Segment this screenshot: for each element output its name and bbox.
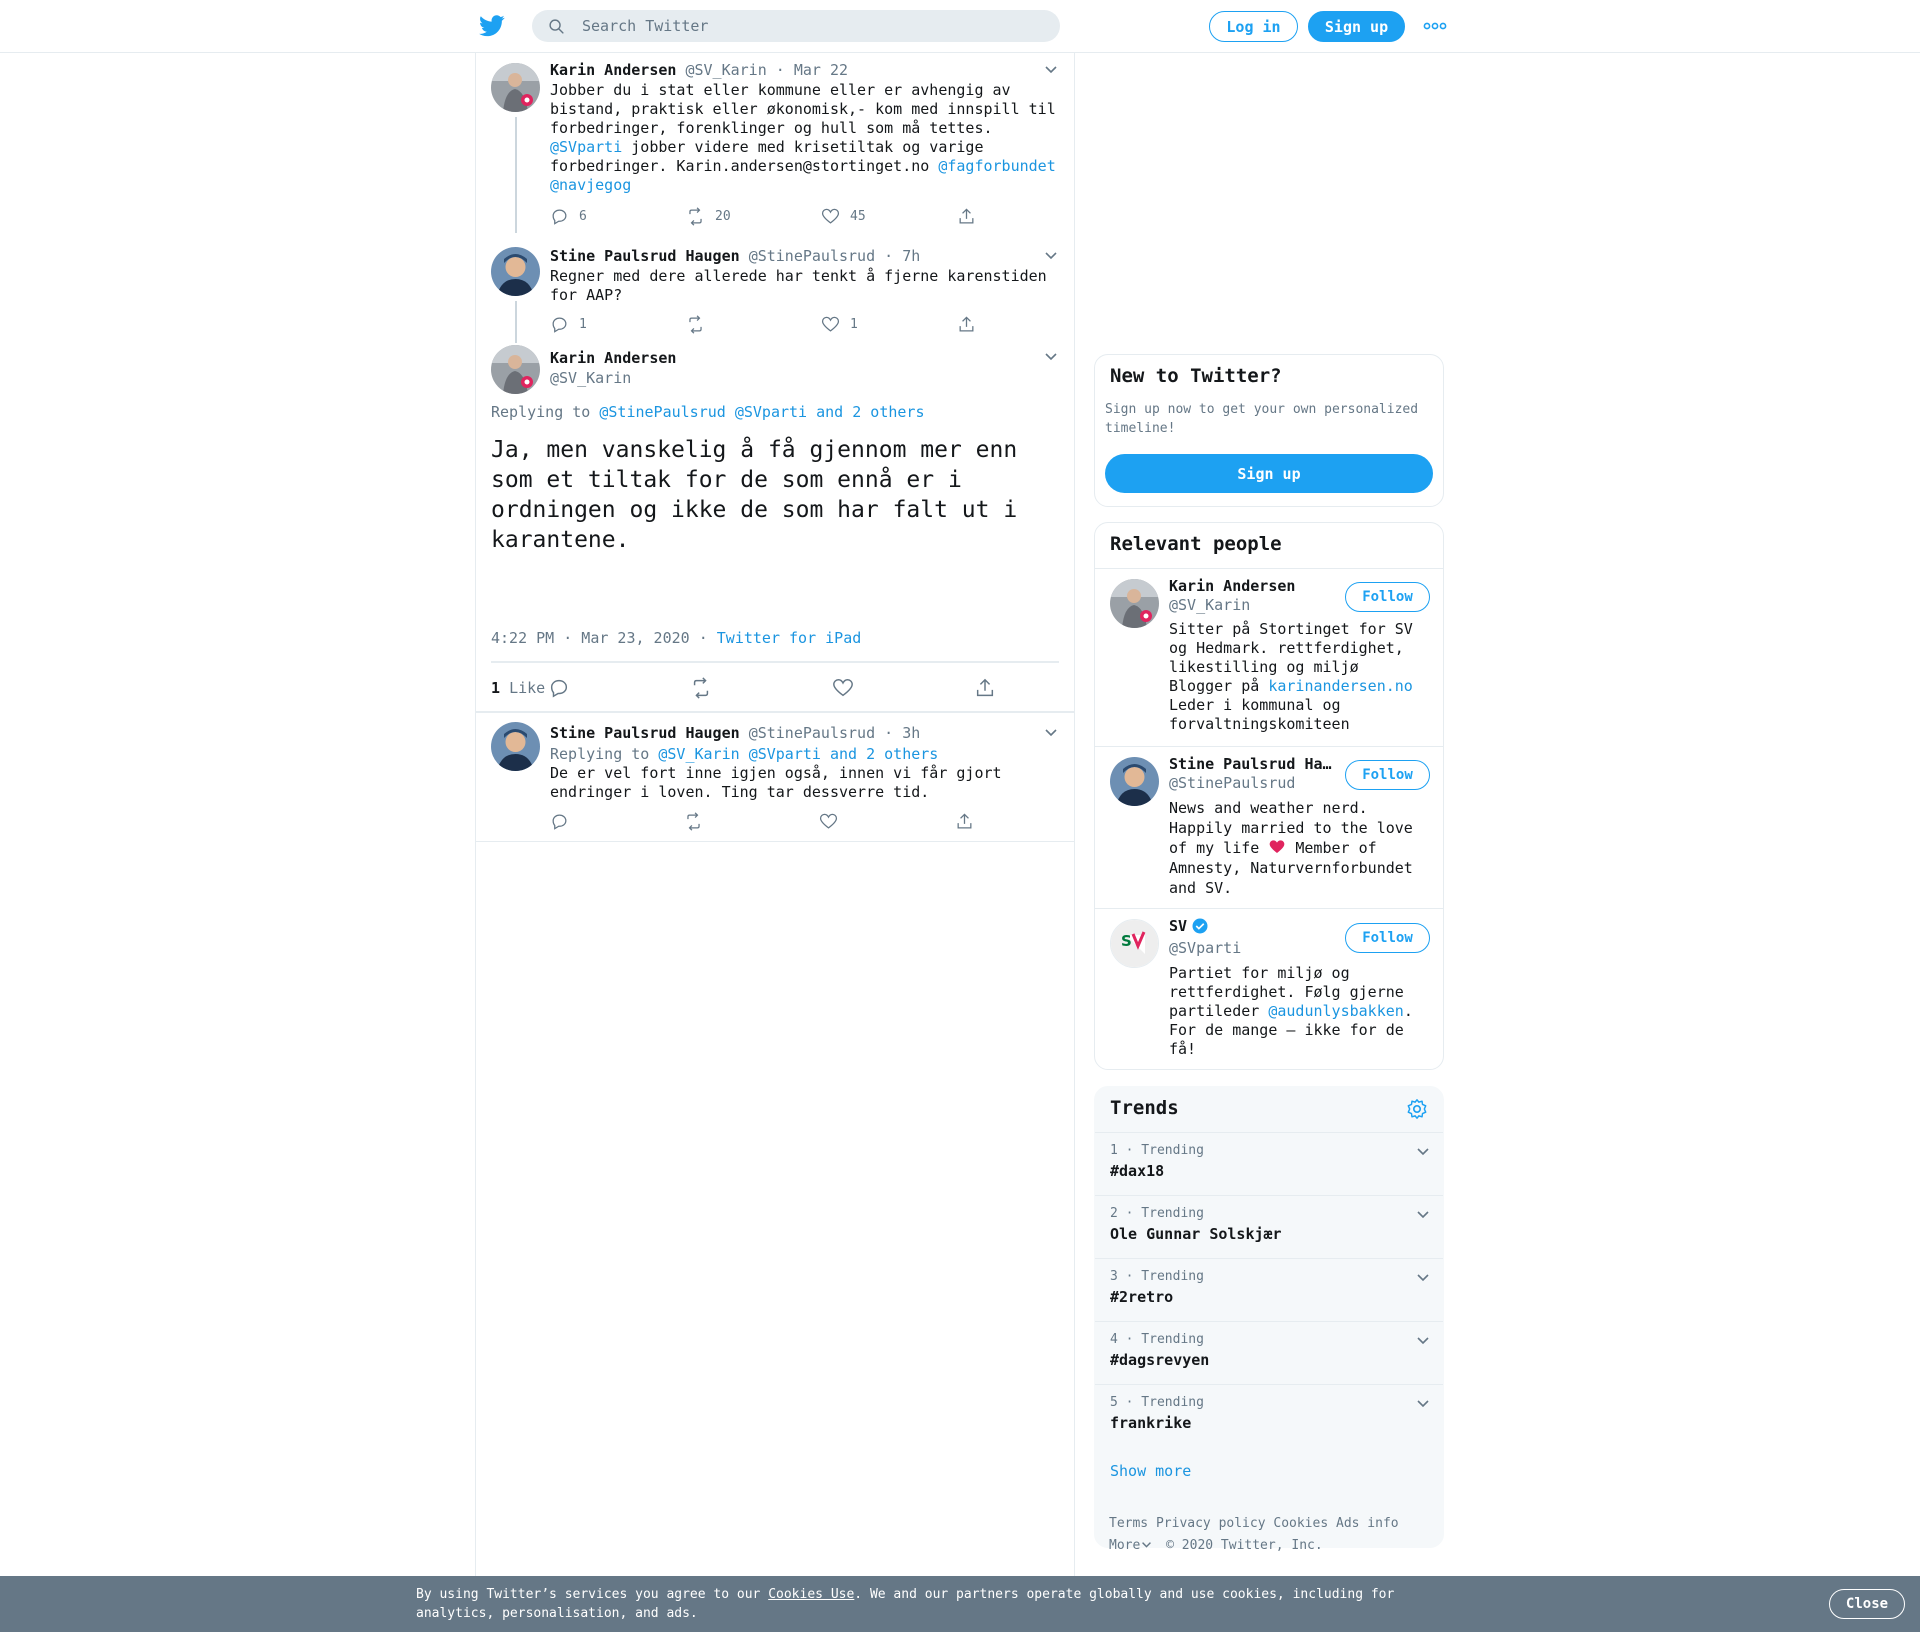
retweet-button[interactable] bbox=[686, 315, 715, 334]
sv-logo-icon bbox=[1111, 920, 1159, 968]
follow-button[interactable]: Follow bbox=[1345, 582, 1430, 612]
follow-button[interactable]: Follow bbox=[1345, 760, 1430, 790]
karin-avatar-image bbox=[491, 63, 540, 112]
card-subtitle: Sign up now to get your own personalized timeline! bbox=[1105, 402, 1419, 436]
karin-avatar-image bbox=[1110, 579, 1159, 628]
signup-button[interactable]: Sign up bbox=[1105, 454, 1433, 493]
focused-tweet bbox=[476, 343, 1074, 713]
retweet-icon bbox=[686, 315, 705, 334]
thread-tweet[interactable] bbox=[476, 237, 1074, 343]
signup-button[interactable]: Sign up bbox=[1308, 11, 1405, 42]
author-name[interactable]: Karin Andersen bbox=[550, 349, 677, 367]
tweet-time[interactable]: · Mar 22 bbox=[775, 61, 849, 79]
thread-connector bbox=[515, 117, 517, 233]
chevron-down-icon[interactable] bbox=[1416, 1210, 1430, 1220]
chevron-down-icon bbox=[1141, 1541, 1152, 1549]
person-handle[interactable]: @SVparti bbox=[1169, 939, 1242, 957]
footer-link-cookies[interactable]: Cookies bbox=[1273, 1516, 1329, 1531]
tweet-text: De er vel fort inne igjen også, innen vi får gjort endringer i loven. Ting tar dessverre tid. bbox=[550, 764, 1002, 801]
tweet-time[interactable]: · 3h bbox=[884, 724, 921, 742]
like-button[interactable] bbox=[819, 812, 848, 831]
replying-to: Replying to @SV_Karin @SVparti and 2 others bbox=[550, 745, 939, 763]
red-heart-icon bbox=[1268, 839, 1286, 855]
mention-link[interactable]: @SVparti bbox=[748, 745, 821, 763]
tweet-text: Jobber du i stat eller kommune eller er avhengig av bistand, praktisk eller økonomisk,- kom med innspill til forbedringer, forenklinger og hull som må tettes. @SVparti jobber videre med krisetiltak og varige forbedringer. Karin.andersen@stortinget.no @fagforbundet @navjegog bbox=[550, 81, 1056, 194]
share-button[interactable] bbox=[957, 315, 986, 334]
like-stats[interactable]: 1 Like bbox=[491, 679, 546, 697]
new-to-twitter-card bbox=[1094, 354, 1444, 507]
author-name[interactable]: Karin Andersen bbox=[550, 61, 677, 79]
sidebar-footer bbox=[1109, 1513, 1439, 1557]
twitter-logo-icon[interactable] bbox=[479, 14, 505, 38]
stine-avatar-image bbox=[1110, 757, 1159, 806]
reply-icon bbox=[550, 207, 569, 226]
tweet-actions bbox=[550, 812, 990, 832]
chevron-down-icon[interactable] bbox=[1416, 1336, 1430, 1346]
retweet-button[interactable]: 20 bbox=[686, 207, 731, 226]
focused-tweet-text: Ja, men vanskelig å få gjennom mer enn som et tiltak for de som ennå er i ordningen og ikke de som har falt ut i karantene. bbox=[491, 437, 1018, 553]
share-icon bbox=[957, 315, 976, 334]
verified-badge-icon bbox=[1191, 917, 1209, 935]
show-more-link[interactable]: Show more bbox=[1110, 1462, 1192, 1480]
trend-item[interactable]: 2 · Trending Ole Gunnar Solskjær bbox=[1095, 1195, 1444, 1258]
trend-item[interactable]: 1 · Trending #dax18 bbox=[1095, 1132, 1444, 1195]
chevron-down-icon[interactable] bbox=[1416, 1147, 1430, 1157]
heart-icon[interactable] bbox=[832, 677, 854, 699]
more-options-icon[interactable] bbox=[1423, 20, 1447, 32]
mention-link[interactable]: @SVparti bbox=[550, 138, 623, 156]
share-button[interactable] bbox=[955, 812, 984, 831]
mention-link[interactable]: @fagforbundet bbox=[938, 157, 1056, 175]
avatar[interactable] bbox=[491, 345, 540, 394]
person-bio: Sitter på Stortinget for SV og Hedmark. rettferdighet, likestilling og miljø Blogger på karinandersen.no Leder i kommunal og forvaltningskomiteen bbox=[1169, 620, 1413, 733]
bio-link[interactable]: karinandersen.no bbox=[1268, 677, 1413, 695]
copyright: © 2020 Twitter, Inc. bbox=[1166, 1538, 1323, 1553]
reply-icon bbox=[550, 315, 569, 334]
heart-icon bbox=[821, 207, 840, 226]
chevron-down-icon[interactable] bbox=[1044, 728, 1058, 738]
chevron-down-icon[interactable] bbox=[1044, 251, 1058, 261]
reply-button[interactable]: 1 bbox=[550, 315, 587, 334]
author-handle[interactable]: @SV_Karin bbox=[685, 61, 767, 79]
author-handle[interactable]: @StinePaulsrud bbox=[748, 247, 876, 265]
chevron-down-icon[interactable] bbox=[1416, 1273, 1430, 1283]
others-link[interactable]: and 2 others bbox=[829, 745, 939, 763]
trend-item[interactable]: 3 · Trending #2retro bbox=[1095, 1258, 1444, 1321]
trend-item[interactable]: 5 · Trending frankrike bbox=[1095, 1384, 1444, 1447]
bio-link[interactable]: @audunlysbakken bbox=[1268, 1002, 1404, 1020]
share-icon[interactable] bbox=[974, 677, 996, 699]
mention-link[interactable]: @SVparti bbox=[734, 403, 808, 421]
retweet-icon bbox=[684, 812, 703, 831]
tweet-text: Regner med dere allerede har tenkt å fjerne karenstiden for AAP? bbox=[550, 267, 1047, 304]
replying-to: Replying to @StinePaulsrud @SVparti and 2 others bbox=[491, 403, 925, 421]
avatar[interactable] bbox=[1110, 579, 1159, 628]
stine-avatar-image bbox=[491, 722, 540, 771]
karin-avatar-image bbox=[491, 345, 540, 394]
tweet-actions bbox=[550, 207, 990, 227]
tweet-timestamp: 4:22 PM · Mar 23, 2020 · Twitter for iPad bbox=[491, 629, 862, 647]
reply-icon[interactable] bbox=[548, 677, 570, 699]
reply-icon bbox=[550, 812, 569, 831]
top-header bbox=[0, 0, 1920, 53]
cookie-banner bbox=[0, 1576, 1920, 1632]
source-link[interactable]: Twitter for iPad bbox=[716, 629, 862, 647]
mention-link[interactable]: @StinePaulsrud bbox=[599, 403, 726, 421]
settings-gear-icon[interactable] bbox=[1406, 1098, 1428, 1120]
author-handle[interactable]: @SV_Karin bbox=[550, 369, 632, 387]
search-box[interactable] bbox=[532, 10, 1060, 42]
relevant-people-card bbox=[1094, 522, 1444, 1070]
avatar[interactable] bbox=[1110, 757, 1159, 806]
reply-button[interactable]: 6 bbox=[550, 207, 587, 226]
share-icon bbox=[955, 812, 974, 831]
person-bio: Partiet for miljø og rettferdighet. Følg gjerne partileder @audunlysbakken. For de mange — ikke for de få! bbox=[1169, 964, 1413, 1058]
cookies-use-link[interactable]: Cookies Use bbox=[768, 1587, 855, 1602]
mention-link[interactable]: @navjegog bbox=[550, 176, 632, 194]
mention-link[interactable]: @SV_Karin bbox=[658, 745, 740, 763]
person-name[interactable]: Stine Paulsrud Ha… bbox=[1169, 755, 1332, 773]
author-name[interactable]: Stine Paulsrud Haugen bbox=[550, 247, 740, 265]
card-title: Trends bbox=[1110, 1097, 1179, 1119]
person-bio: News and weather nerd. Happily married to the love of my life Member of Amnesty, Naturvernforbundet and SV. bbox=[1169, 799, 1413, 897]
footer-link-privacy[interactable]: Privacy policy bbox=[1155, 1516, 1266, 1531]
like-button[interactable]: 1 bbox=[821, 315, 858, 334]
footer-link-ads[interactable]: Ads info bbox=[1336, 1516, 1399, 1531]
retweet-icon bbox=[686, 207, 705, 226]
author-name[interactable]: Stine Paulsrud Haugen bbox=[550, 724, 740, 742]
person-handle[interactable]: @StinePaulsrud bbox=[1169, 774, 1296, 792]
person-name[interactable]: SV bbox=[1169, 917, 1188, 935]
avatar[interactable] bbox=[491, 247, 540, 296]
avatar[interactable] bbox=[491, 63, 540, 112]
trends-card bbox=[1094, 1086, 1444, 1548]
heart-icon bbox=[819, 812, 838, 831]
heart-icon bbox=[821, 315, 840, 334]
person-handle[interactable]: @SV_Karin bbox=[1169, 596, 1251, 614]
retweet-button[interactable] bbox=[684, 812, 713, 831]
chevron-down-icon[interactable] bbox=[1044, 65, 1058, 75]
chevron-down-icon[interactable] bbox=[1044, 352, 1058, 362]
footer-more-button[interactable]: More bbox=[1109, 1538, 1152, 1553]
trend-item[interactable]: 4 · Trending #dagsrevyen bbox=[1095, 1321, 1444, 1384]
stats-divider bbox=[491, 662, 1059, 663]
thread-tweet[interactable] bbox=[476, 53, 1074, 233]
focused-tweet-actions bbox=[491, 675, 1059, 705]
card-title: New to Twitter? bbox=[1110, 365, 1282, 387]
svg-text:S: S bbox=[1121, 932, 1132, 950]
close-button[interactable]: Close bbox=[1829, 1589, 1905, 1619]
login-button[interactable]: Log in bbox=[1209, 11, 1298, 42]
person-item[interactable] bbox=[1095, 746, 1444, 908]
conversation-column bbox=[475, 53, 1075, 1580]
footer-link-terms[interactable]: Terms bbox=[1109, 1516, 1149, 1531]
author-handle[interactable]: @StinePaulsrud bbox=[748, 724, 876, 742]
stine-avatar-image bbox=[491, 247, 540, 296]
share-icon bbox=[957, 207, 976, 226]
reply-button[interactable] bbox=[550, 812, 579, 831]
chevron-down-icon[interactable] bbox=[1416, 1399, 1430, 1409]
follow-button[interactable]: Follow bbox=[1345, 923, 1430, 953]
person-item[interactable] bbox=[1095, 908, 1444, 1070]
share-button[interactable] bbox=[957, 207, 986, 226]
tweet-time[interactable]: · 7h bbox=[884, 247, 921, 265]
search-input[interactable] bbox=[582, 10, 1042, 42]
search-icon bbox=[548, 18, 565, 35]
person-name[interactable]: Karin Andersen bbox=[1169, 577, 1296, 595]
avatar[interactable] bbox=[491, 722, 540, 771]
cookie-text: By using Twitter’s services you agree to our Cookies Use. We and our partners operate globally and use cookies, including for analytics, personalisation, and ads. bbox=[416, 1587, 1395, 1621]
person-item[interactable] bbox=[1095, 568, 1444, 746]
reply-tweet[interactable] bbox=[476, 712, 1074, 842]
tweet-actions bbox=[550, 315, 990, 335]
like-button[interactable]: 45 bbox=[821, 207, 866, 226]
person-name-row bbox=[1169, 917, 1209, 935]
retweet-icon[interactable] bbox=[690, 677, 712, 699]
avatar[interactable] bbox=[1110, 919, 1159, 968]
card-title: Relevant people bbox=[1110, 533, 1282, 555]
others-link[interactable]: and 2 others bbox=[816, 403, 925, 421]
thread-connector bbox=[515, 301, 517, 343]
